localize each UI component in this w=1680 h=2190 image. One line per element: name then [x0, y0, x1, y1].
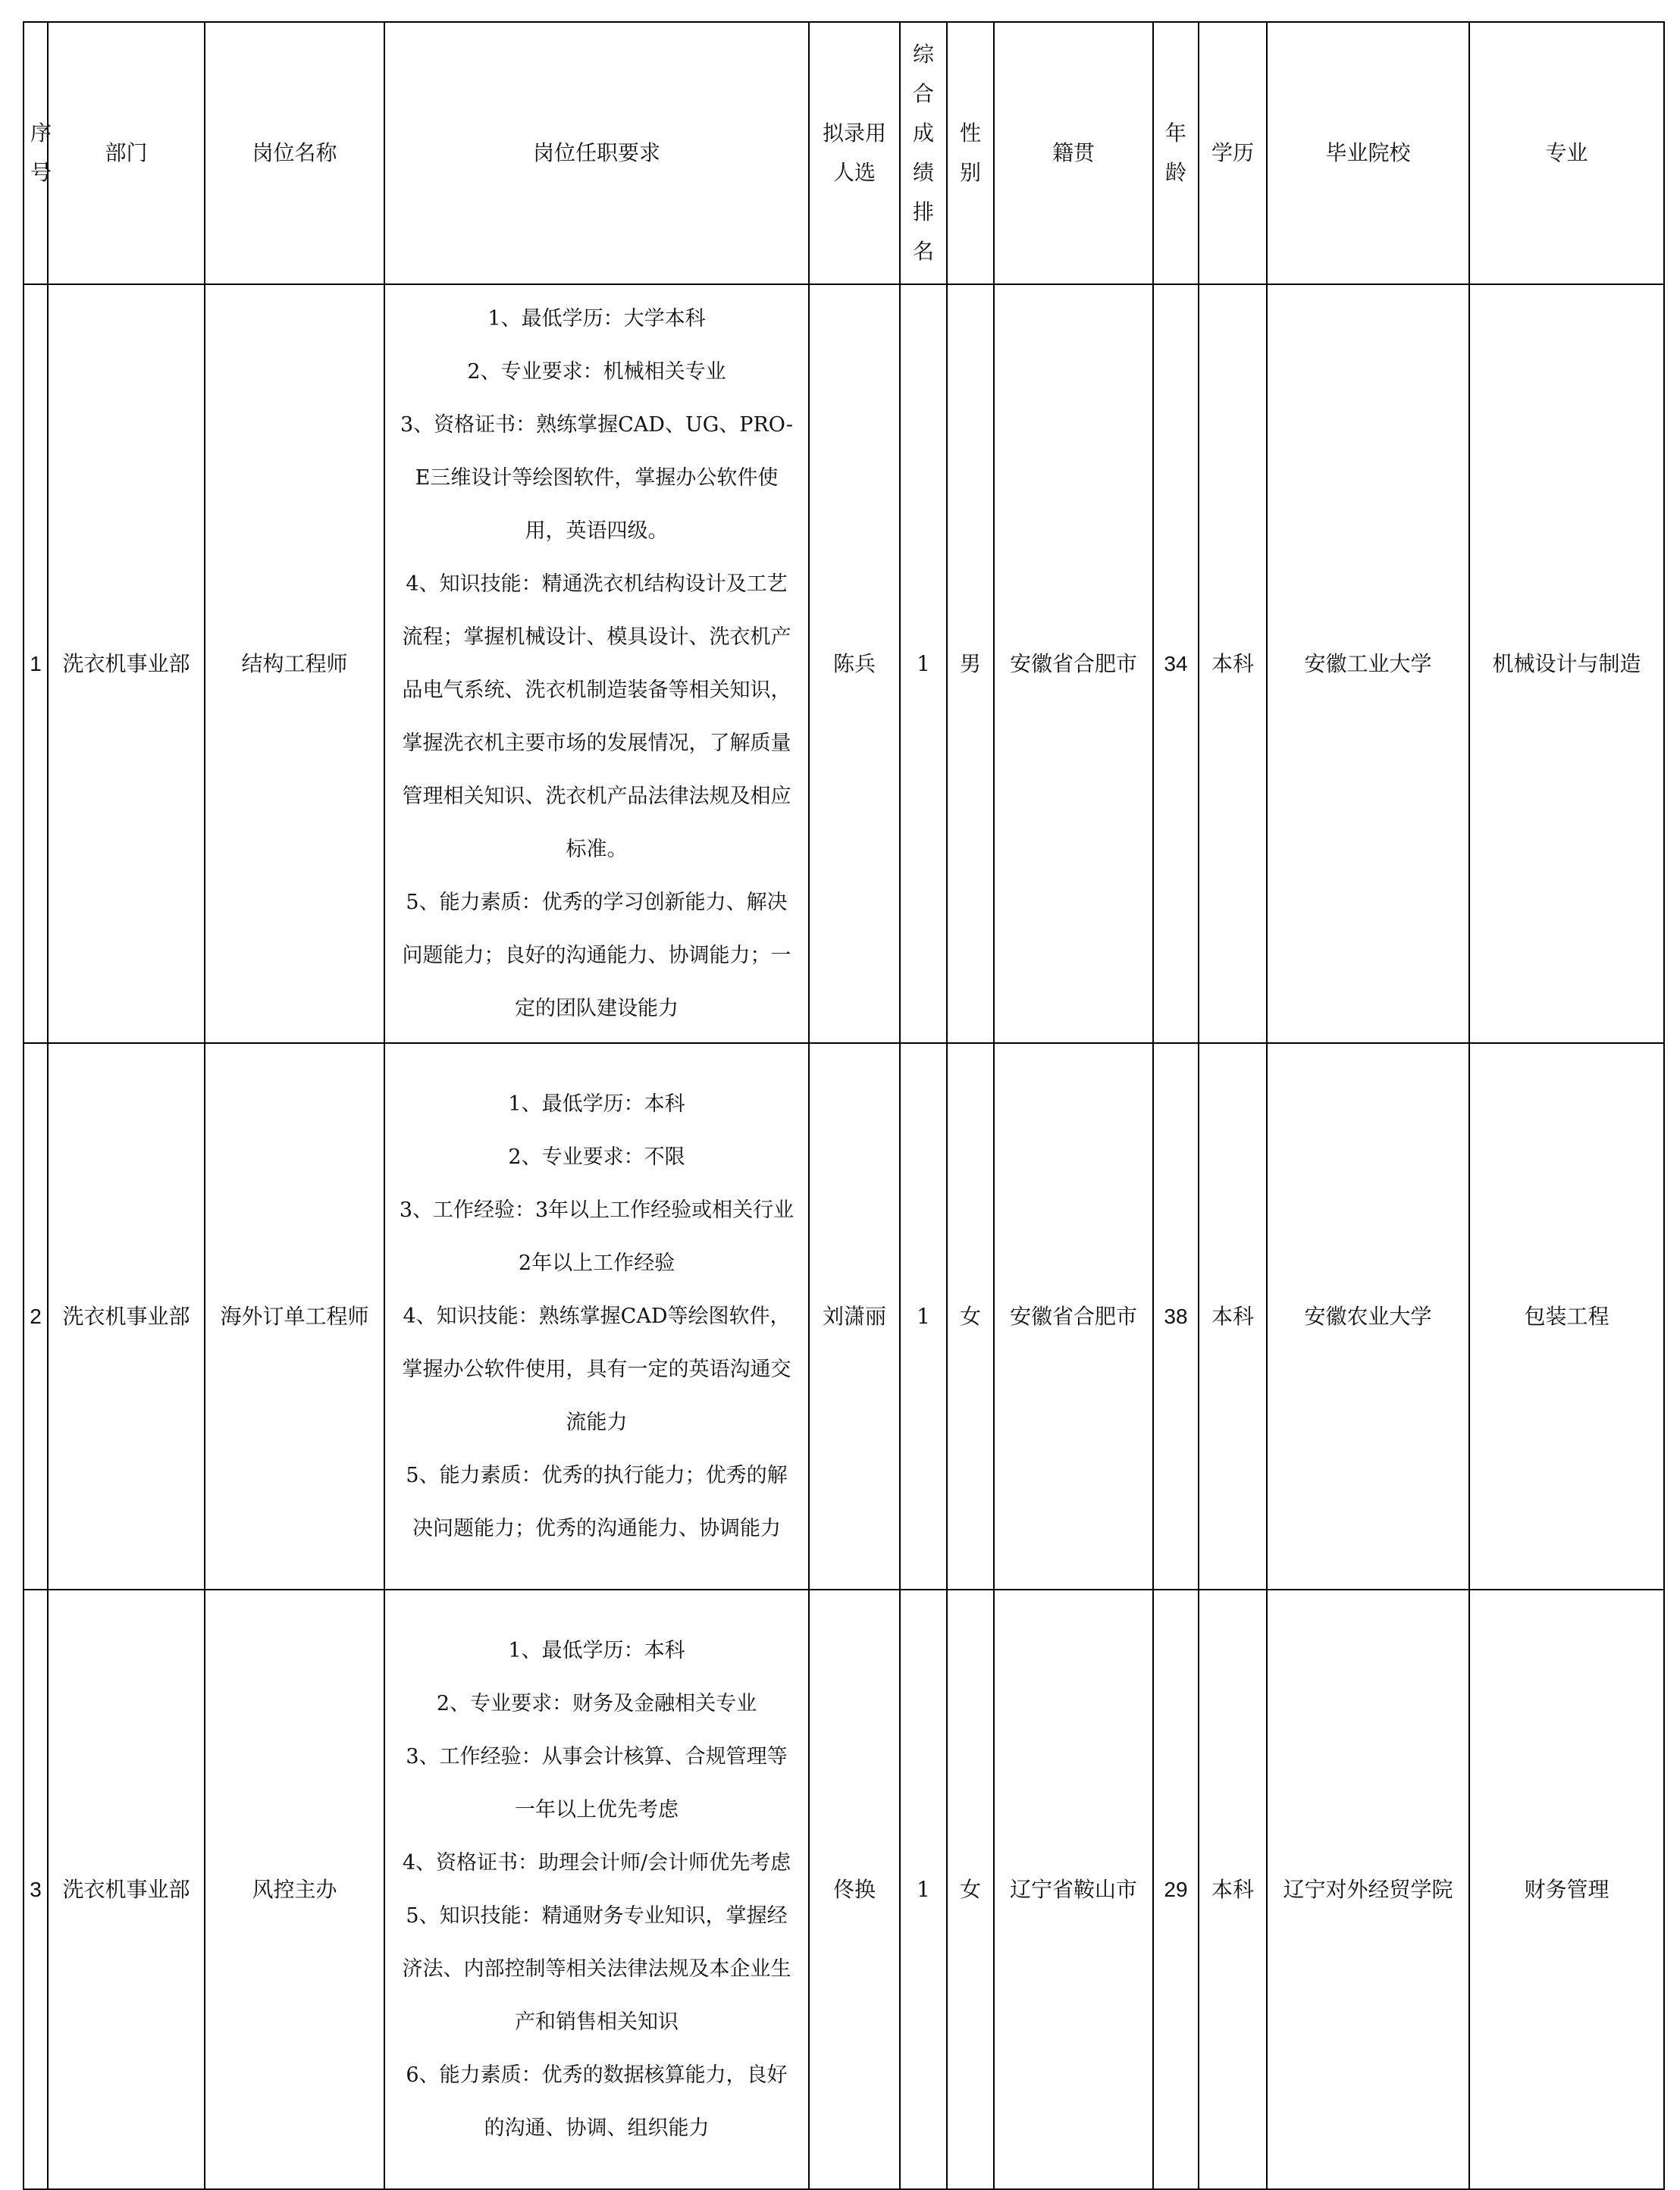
requirement-item: 1、最低学历：本科	[508, 1092, 685, 1116]
cell-candidate: 陈兵	[809, 284, 900, 1043]
header-edu	[1199, 22, 1267, 284]
header-seq	[24, 22, 52, 284]
cell-requirements	[384, 1043, 809, 1590]
table-row	[24, 1043, 1664, 1590]
cell-origin: 安徽省合肥市	[994, 284, 1153, 1043]
requirement-item: 2、专业要求：财务及金融相关专业	[436, 1691, 757, 1715]
header-age	[1153, 22, 1199, 284]
requirement-item: 4、资格证书：助理会计师/会计师优先考虑	[402, 1850, 791, 1875]
cell-age: 38	[1153, 1043, 1199, 1590]
cell-edu: 本科	[1199, 1590, 1267, 2189]
cell-seq: 3	[24, 1590, 48, 2189]
header-gender-label: 性别	[959, 121, 981, 185]
header-post: 岗位名称	[205, 22, 384, 284]
header-major: 专业	[1469, 22, 1664, 284]
requirement-item: 6、能力素质：优秀的数据核算能力，良好的沟通、协调、组织能力	[406, 2063, 788, 2140]
header-origin: 籍贯	[994, 22, 1153, 284]
requirement-item: 4、知识技能：熟练掌握CAD等绘图软件，掌握办公软件使用，具有一定的英语沟通交流能力	[402, 1304, 791, 1434]
cell-gender: 女	[947, 1043, 994, 1590]
header-gender	[947, 22, 994, 284]
cell-origin: 安徽省合肥市	[994, 1043, 1153, 1590]
requirement-item: 1、最低学历：大学本科	[487, 306, 706, 331]
requirement-item: 2、专业要求：机械相关专业	[467, 359, 726, 384]
requirement-item: 3、工作经验：3年以上工作经验或相关行业2年以上工作经验	[399, 1198, 795, 1275]
header-row	[24, 22, 1664, 284]
header-dept: 部门	[48, 22, 205, 284]
header-rank-label: 综合成绩排名	[912, 42, 934, 264]
cell-dept: 洗衣机事业部	[48, 284, 205, 1043]
cell-rank: 1	[900, 1043, 947, 1590]
header-school: 毕业院校	[1267, 22, 1469, 284]
requirement-item: 1、最低学历：本科	[508, 1638, 685, 1662]
cell-edu: 本科	[1199, 1043, 1267, 1590]
header-candidate	[809, 22, 900, 284]
table-row	[24, 284, 1664, 1043]
requirement-item: 5、知识技能：精通财务专业知识，掌握经济法、内部控制等相关法律法规及本企业生产和销售相关知识	[402, 1903, 791, 2034]
requirement-item: 5、能力素质：优秀的执行能力；优秀的解决问题能力；优秀的沟通能力、协调能力	[406, 1463, 788, 1540]
header-edu-label: 学历	[1211, 140, 1254, 165]
cell-age: 34	[1153, 284, 1199, 1043]
header-req: 岗位任职要求	[384, 22, 809, 284]
table-row	[24, 1590, 1664, 2189]
requirement-item: 4、知识技能：精通洗衣机结构设计及工艺流程；掌握机械设计、模具设计、洗衣机产品电气系统、洗衣机制造装备等相关知识，掌握洗衣机主要市场的发展情况，了解质量管理相关知识、洗衣机产品法律法规及相应标准。	[402, 572, 791, 861]
cell-school: 安徽农业大学	[1267, 1043, 1469, 1590]
cell-school: 安徽工业大学	[1267, 284, 1469, 1043]
cell-origin: 辽宁省鞍山市	[994, 1590, 1153, 2189]
header-candidate-label: 拟录用人选	[822, 121, 886, 185]
table-header	[24, 22, 1664, 284]
table-body	[24, 284, 1664, 2189]
cell-age: 29	[1153, 1590, 1199, 2189]
cell-seq: 2	[24, 1043, 48, 1590]
header-age-label: 年龄	[1164, 121, 1186, 185]
cell-major: 财务管理	[1469, 1590, 1664, 2189]
cell-seq: 1	[24, 284, 48, 1043]
cell-post: 结构工程师	[205, 284, 384, 1043]
cell-gender: 男	[947, 284, 994, 1043]
cell-school: 辽宁对外经贸学院	[1267, 1590, 1469, 2189]
hiring-table	[23, 21, 1665, 2190]
cell-major: 机械设计与制造	[1469, 284, 1664, 1043]
header-seq-label: 序号	[30, 121, 52, 185]
cell-post: 风控主办	[205, 1590, 384, 2189]
cell-rank: 1	[900, 284, 947, 1043]
header-rank	[900, 22, 947, 284]
requirement-item: 3、资格证书：熟练掌握CAD、UG、PRO-E三维设计等绘图软件，掌握办公软件使用，英语四级。	[400, 412, 794, 543]
cell-gender: 女	[947, 1590, 994, 2189]
requirement-item: 3、工作经验：从事会计核算、合规管理等一年以上优先考虑	[406, 1744, 788, 1822]
requirement-item: 2、专业要求：不限	[508, 1145, 685, 1169]
cell-rank: 1	[900, 1590, 947, 2189]
cell-post: 海外订单工程师	[205, 1043, 384, 1590]
cell-requirements	[384, 1590, 809, 2189]
cell-requirements	[384, 284, 809, 1043]
requirement-item: 5、能力素质：优秀的学习创新能力、解决问题能力；良好的沟通能力、协调能力；一定的团队建设能力	[402, 890, 791, 1020]
cell-candidate: 佟换	[809, 1590, 900, 2189]
cell-candidate: 刘潇丽	[809, 1043, 900, 1590]
cell-edu: 本科	[1199, 284, 1267, 1043]
cell-major: 包装工程	[1469, 1043, 1664, 1590]
cell-dept: 洗衣机事业部	[48, 1590, 205, 2189]
cell-dept: 洗衣机事业部	[48, 1043, 205, 1590]
